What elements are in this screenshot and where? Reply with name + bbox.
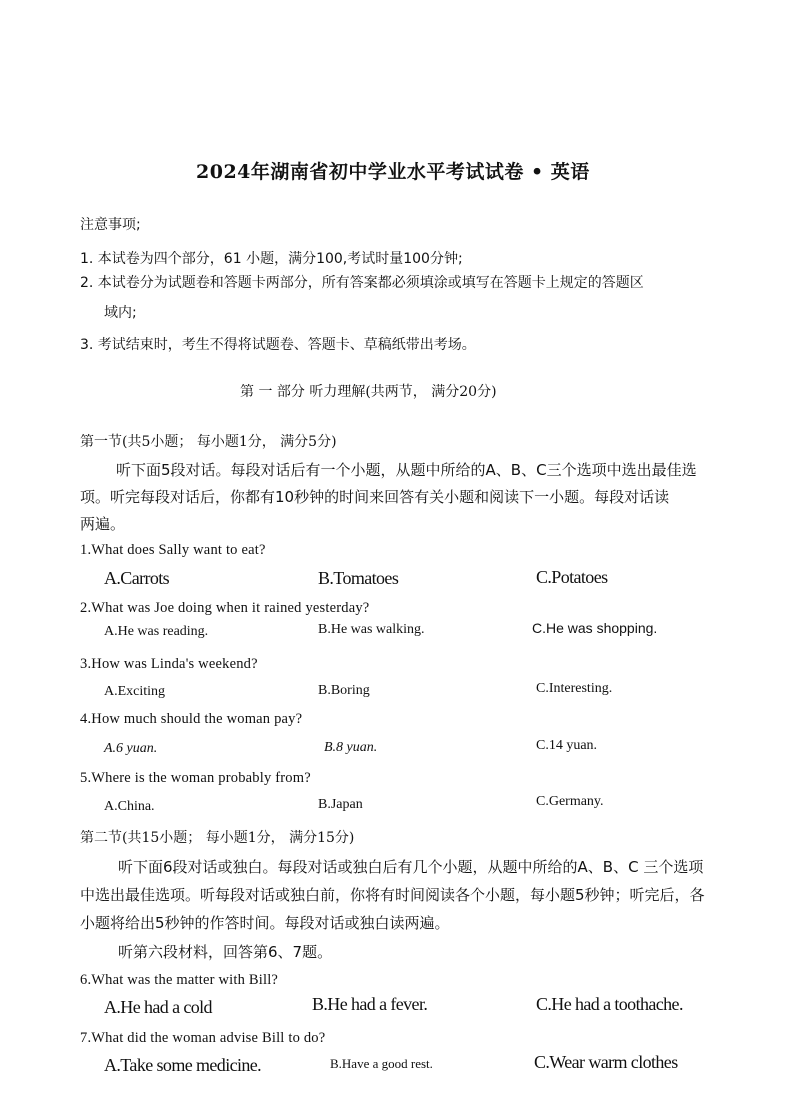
question-5: 5.Where is the woman probably from? [80, 770, 311, 786]
section1-instructions: 两遍。 [80, 515, 126, 533]
option-c: C.Germany. [536, 794, 604, 809]
option-a: A.China. [104, 799, 155, 814]
section1-instructions: 项。听完每段对话后，你都有10秒钟的时间来回答有关小题和阅读下一小题。每段对话读 [80, 488, 670, 506]
option-c: C.Interesting. [536, 681, 613, 696]
section1-heading: 第一节(共5小题； 每小题1分， 满分5分) [80, 434, 337, 450]
option-a: A.Take some medicine. [104, 1055, 262, 1075]
option-b: B.Japan [318, 797, 363, 812]
material-note: 听第六段材料，回答第6、7题。 [118, 943, 333, 961]
option-b: B.Have a good rest. [330, 1056, 433, 1071]
question-1: 1.What does Sally want to eat? [80, 542, 266, 558]
page-title: 2024年湖南省初中学业水平考试试卷 • 英语 [196, 161, 590, 183]
option-b: B.Boring [318, 683, 370, 698]
option-a: A.Exciting [104, 684, 166, 699]
option-a: A.He was reading. [104, 624, 209, 639]
option-c: C.Wear warm clothes [534, 1052, 678, 1072]
question-6: 6.What was the matter with Bill? [80, 972, 279, 988]
option-c: C.14 yuan. [536, 738, 598, 753]
option-c: C.He had a toothache. [536, 994, 683, 1014]
question-4: 4.How much should the woman pay? [80, 711, 303, 727]
section1-instructions: 听下面5段对话。每段对话后有一个小题，从题中所给的A、B、C三个选项中选出最佳选 [116, 461, 697, 479]
option-c: C.He was shopping. [532, 620, 658, 636]
notice-item: 2. 本试卷分为试题卷和答题卡两部分，所有答案都必须填涂或填写在答题卡上规定的答题区 [80, 275, 644, 291]
option-a: A.6 yuan. [104, 741, 158, 756]
notice-item: 1. 本试卷为四个部分，61 小题，满分100,考试时量100分钟; [80, 251, 463, 267]
notice-heading: 注意事项; [80, 217, 141, 233]
option-b: B.8 yuan. [324, 740, 378, 755]
section2-instructions: 中选出最佳选项。听每段对话或独白前，你将有时间阅读各个小题，每小题5秒钟；听完后，各 [80, 886, 705, 904]
option-b: B.He was walking. [318, 622, 425, 637]
option-b: B.Tomatoes [318, 568, 399, 588]
option-c: C.Potatoes [536, 567, 608, 587]
option-b: B.He had a fever. [312, 994, 428, 1014]
notice-item: 3. 考试结束时，考生不得将试题卷、答题卡、草稿纸带出考场。 [80, 337, 476, 353]
section2-instructions: 小题将给出5秒钟的作答时间。每段对话或独白读两遍。 [80, 914, 450, 932]
question-2: 2.What was Joe doing when it rained yesterday? [80, 600, 370, 616]
section2-heading: 第二节(共15小题； 每小题1分， 满分15分) [80, 830, 355, 846]
question-3: 3.How was Linda's weekend? [80, 656, 258, 672]
section2-instructions: 听下面6段对话或独白。每段对话或独白后有几个小题，从题中所给的A、B、C 三个选项 [118, 858, 704, 876]
option-a: A.He had a cold [104, 997, 212, 1017]
option-a: A.Carrots [104, 568, 170, 588]
question-7: 7.What did the woman advise Bill to do? [80, 1030, 326, 1046]
part1-heading: 第 一 部分 听力理解(共两节， 满分20分) [240, 384, 497, 400]
notice-item: 域内; [104, 305, 137, 321]
